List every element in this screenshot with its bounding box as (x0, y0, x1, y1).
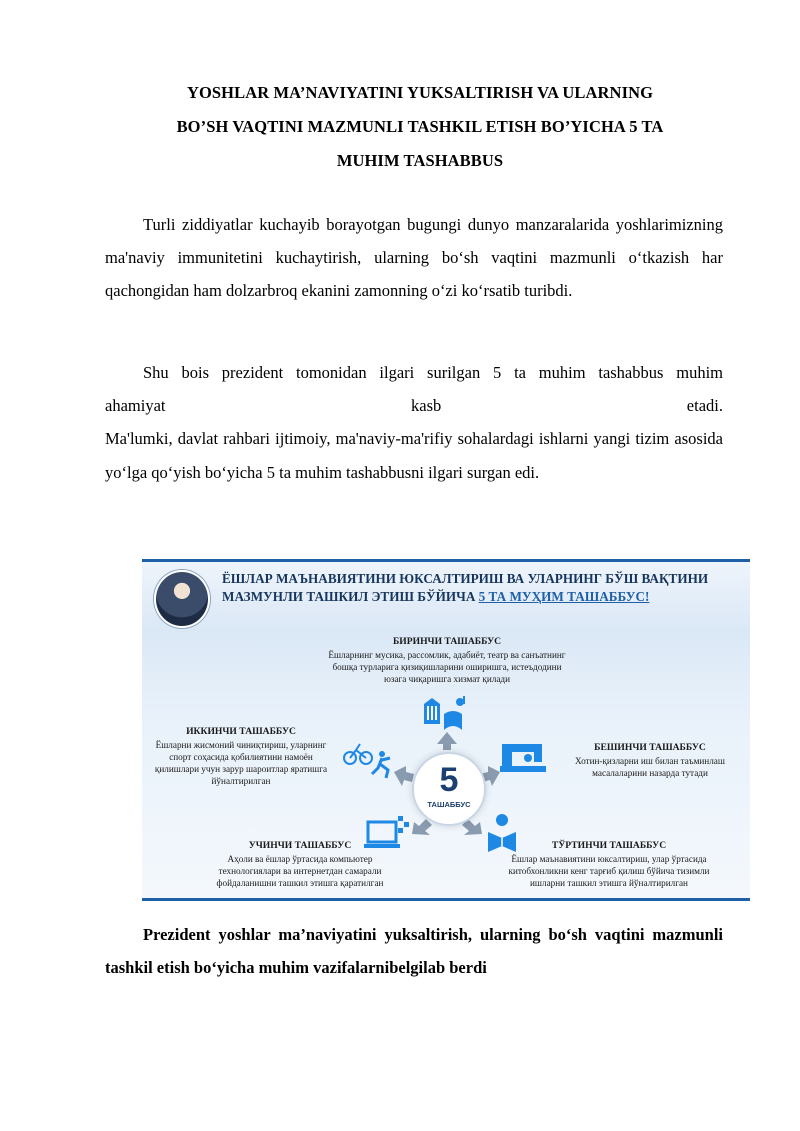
paragraph-intro (105, 208, 723, 308)
paragraph-initiatives (105, 356, 723, 489)
art-icon (420, 694, 470, 734)
infographic (142, 559, 750, 901)
word-ahamiyat: ahamiyat (105, 396, 166, 416)
paragraph-rest: Ma'lumki, davlat rahbari ijtimoiy, ma'naviy-ma'rifiy sohalardagi ishlarni yangi tizim asosida yo‘lga qo‘yish bo‘yicha 5 ta muhim tashabbusni ilgari surgan edi. (105, 429, 723, 482)
initiative-second: ИККИНЧИ ТАШАББУС Ёшларни жисмоний чиниқтириш, уларнинг спорт соҳасида қобилиятини намоён қилишлари учун зарур шароитлар яратишга йўналтирилган (154, 726, 328, 786)
portrait-image (154, 570, 210, 628)
sport-icon (342, 740, 394, 780)
initiative-first: БИРИНЧИ ТАШАББУС Ёшларнинг мусика, рассомлик, адабиёт, театр ва санъатнинг бошқа турларига қизиқишларини оширишга, истеъдодини юзага чиқаришга хизмат қилади (328, 636, 566, 684)
paragraph-line (105, 389, 723, 422)
initiative-fifth: БЕШИНЧИ ТАШАББУС Хотин-қизларни иш билан таъминлаш масалаларини назарда тутади (575, 742, 725, 778)
computer-icon (364, 814, 410, 854)
initiative-fourth: ТЎРТИНЧИ ТАШАББУС Ёшлар маънавиятини юксалтириш, улар ўртасида китобхонликни кенг тарғиб қилиш бўйича тизимли ишларни ташкил этишга йўналтирилган (508, 840, 710, 888)
initiative-third: УЧИНЧИ ТАШАББУС Аҳоли ва ёшлар ўртасида компьютер технологиялари ва интернетдан самарали фойдаланишни ташкил этишга қаратилган (216, 840, 384, 888)
paragraph-line: Shu bois prezident tomonidan ilgari surilgan 5 ta muhim tashabbus muhim (143, 363, 723, 382)
title-line-2: BO’SH VAQTINI MAZMUNLI TASHKIL ETISH BO’YICHA 5 TA (176, 117, 664, 136)
paragraph-intro-text: Turli ziddiyatlar kuchayib borayotgan bugungi dunyo manzaralarida yoshlarimizning ma'naviy immunitetini kuchaytirish, ularning bo‘sh vaqtini mazmunli o‘tkazish har qachongidan ham dolzarbroq ekanini zamonning o‘zi ko‘rsatib turibdi. (105, 215, 723, 301)
paragraph-conclusion-text: Prezident yoshlar ma’naviyatini yuksaltirish, ularning bo‘sh vaqtini mazmunli tashkil etish bo‘yicha muhim vazifalarnibelgilab berdi (105, 925, 723, 978)
title-line-3: MUHIM TASHABBUS (336, 151, 504, 170)
sewing-machine-icon (498, 736, 550, 776)
book-reader-icon (482, 812, 522, 854)
word-etadi: etadi. (686, 396, 723, 416)
document-title (120, 76, 720, 178)
paragraph-conclusion (105, 918, 723, 984)
title-line-1: YOSHLAR MA’NAVIYATINI YUKSALTIRISH VA ULARNING (186, 83, 654, 102)
center-badge: 5 ТАШАББУС (412, 752, 486, 826)
infographic-header (142, 562, 750, 630)
infographic-title: ЁШЛАР МАЪНАВИЯТИНИ ЮКСАЛТИРИШ ВА УЛАРНИНГ БЎШ ВАҚТИНИ МАЗМУНЛИ ТАШКИЛ ЭТИШ БЎЙИЧА 5 ТА МУҲИМ ТАШАББУС! (222, 571, 709, 604)
word-kasb: kasb (411, 396, 442, 416)
